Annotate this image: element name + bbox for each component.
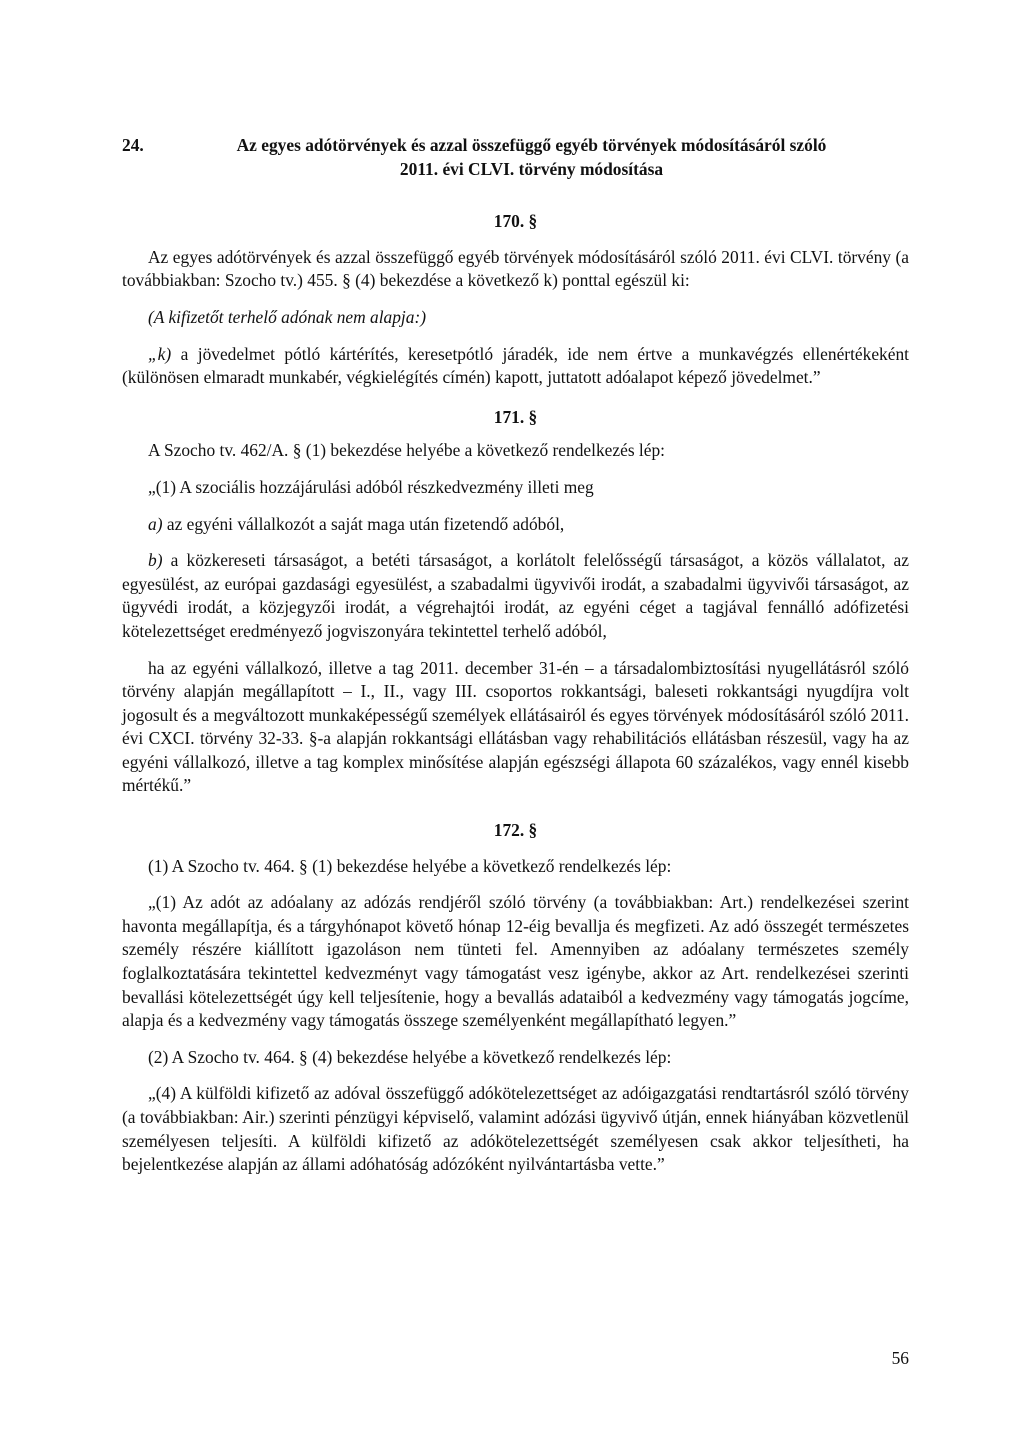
section-172-paragraph-4: „(4) A külföldi kifizető az adóval összefüggő adókötelezettséget az adóigazgatási rendtartásról szóló törvény (a továbbiakban: Air.) szerinti pénzügyi képviselő, valamint adózási ügyvivő útján, ennek hiányában közvetlenül személyesen teljesíti. A külföldi kifizető az adókötelezettségét személyesen csak akkor teljesítheti, ha bejelentkezése alapján az állami adóhatóság adózóként nyilvántartásba vette.” bbox=[122, 1083, 909, 1175]
point-a-text: az egyéni vállalkozót a saját maga után fizetendő adóból, bbox=[162, 513, 565, 534]
section-170-paragraph-2 bbox=[122, 306, 909, 330]
point-k-text: a jövedelmet pótló kártérítés, keresetpótló járadék, ide nem értve a munkavégzés ellenértékeként (különösen elmaradt munkabér, végkielégítés címén) kapott, juttatott adóalapot képező jövedelmet.” bbox=[122, 343, 909, 388]
chapter-title-line-2: 2011. évi CLVI. törvény módosítása bbox=[399, 158, 664, 179]
point-k-label: „k) bbox=[148, 343, 172, 364]
section-171-paragraph-1: A Szocho tv. 462/A. § (1) bekezdése helyébe a következő rendelkezés lép: bbox=[148, 440, 666, 461]
point-b-text: a közkereseti társaságot, a betéti társaságot, a korlátolt felelősségű társaságot, a közös vállalatot, az egyesülést, az európai gazdasági egyesülést, a szabadalmi ügyvivői irodát, a szabadalmi ügyvivői társaságot, az ügyvédi irodát, a közjegyzői irodát, a végrehajtói irodát, az egyéni céget a tagjával fennálló adófizetési kötelezettséget eredményező jogviszonyára tekintettel terhelő adóból, bbox=[122, 550, 909, 641]
section-172-paragraph-3: (2) A Szocho tv. 464. § (4) bekezdése helyébe a következő rendelkezés lép: bbox=[148, 1046, 672, 1067]
point-a-label: a) bbox=[148, 513, 163, 534]
section-170-number: 170. § bbox=[493, 211, 538, 232]
page-number: 56 bbox=[891, 1348, 909, 1368]
section-172-paragraph-2: „(1) Az adót az adóalany az adózás rendjéről szóló törvény (a továbbiakban: Art.) rendelkezései szerint havonta megállapítja, és a tárgyhónapot követő hónap 12-éig bevallja és megfizeti. Az adó összegét természetes személy részére kiállított igazoláson nem tünteti fel. Amennyiben az adóalany természetes személy foglalkoztatására tekintettel kedvezményt vagy támogatást vesz igénybe, akkor az Art. rendelkezései szerinti bevallási kötelezettségét úgy kell teljesítenie, hogy a bevallás adataiból a kedvezmény vagy támogatás jogcíme, alapja és a kedvezmény vagy támogatás összege személyenként megállapítható legyen.” bbox=[122, 892, 909, 1031]
section-170-paragraph-3 bbox=[122, 343, 909, 390]
chapter-number: 24. bbox=[122, 135, 144, 155]
section-171-number: 171. § bbox=[493, 406, 538, 427]
section-171-point-a bbox=[122, 513, 909, 537]
section-171-paragraph-3: ha az egyéni vállalkozó, illetve a tag 2011. december 31-én – a társadalombiztosítási nyugellátásról szóló törvény alapján megállapított – I., II., vagy III. csoportos rokkantsági, baleseti rokkantsági nyugdíjra volt jogosult és a megváltozott munkaképességű személyek ellátásairól és egyes törvények módosításáról szóló 2011. évi CXCI. törvény 32-33. §-a alapján rokkantsági ellátásban vagy rehabilitációs ellátásban részesül, vagy ha az egyéni vállalkozó, illetve a tag komplex minősítése alapján egészségi állapota 60 százalékos, vagy ennél kisebb mértékű.” bbox=[122, 657, 909, 796]
section-172-number: 172. § bbox=[493, 820, 538, 841]
chapter-heading bbox=[122, 134, 909, 181]
chapter-title bbox=[184, 134, 909, 181]
section-172-paragraph-1: (1) A Szocho tv. 464. § (1) bekezdése helyébe a következő rendelkezés lép: bbox=[148, 855, 672, 876]
point-b-label: b) bbox=[148, 550, 163, 571]
section-170-paragraph-1: Az egyes adótörvények és azzal összefüggő egyéb törvények módosításáról szóló 2011. évi CLVI. törvény (a továbbiakban: Szocho tv.) 455. § (4) bekezdése a következő k) ponttal egészül ki: bbox=[122, 246, 909, 291]
document-page bbox=[122, 134, 909, 1177]
section-171-paragraph-2: „(1) A szociális hozzájárulási adóból részkedvezmény illeti meg bbox=[148, 476, 594, 497]
chapter-title-line-1: Az egyes adótörvények és azzal összefüggő egyéb törvények módosításáról szóló bbox=[236, 135, 827, 155]
section-170-paragraph-2-text: (A kifizetőt terhelő adónak nem alapja:) bbox=[148, 306, 427, 327]
section-171-point-b bbox=[122, 549, 909, 643]
